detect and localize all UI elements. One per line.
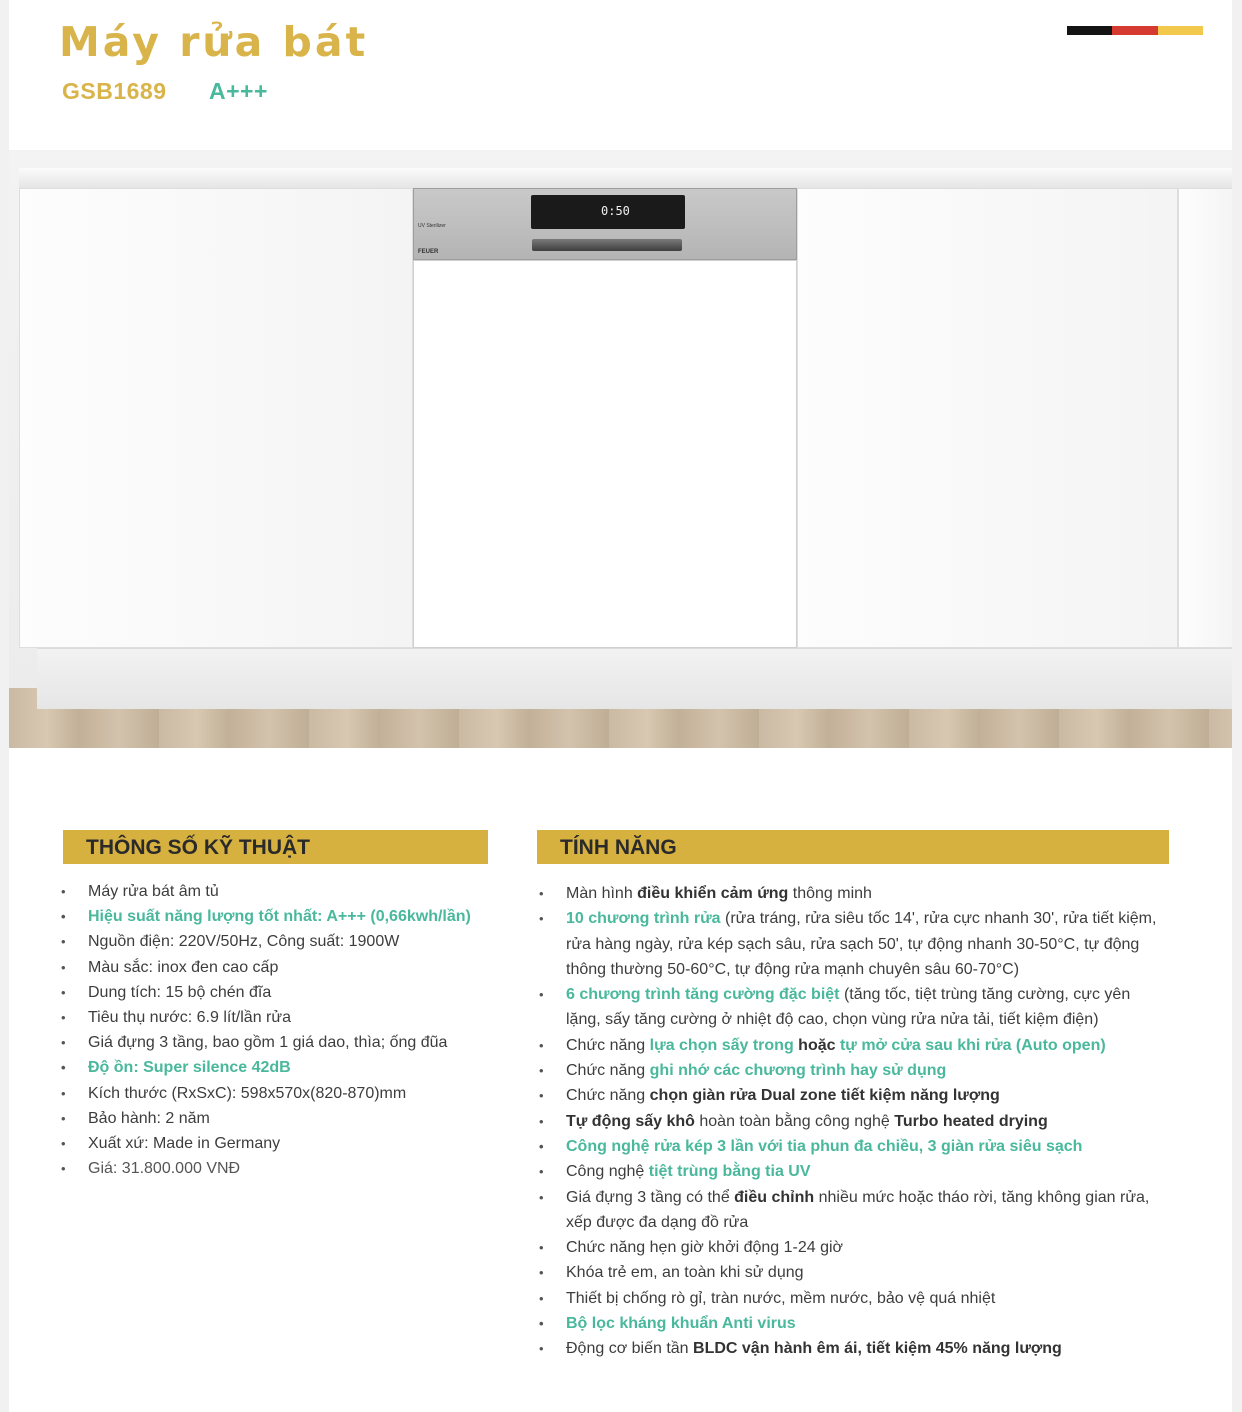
cabinet-left — [19, 188, 413, 648]
spec-item-energy: • Hiệu suất năng lượng tốt nhất: A+++ (0,66kwh/lần) — [61, 904, 501, 929]
spec-item: • Xuất xứ: Made in Germany — [61, 1131, 501, 1156]
flag-stripe-gold — [1158, 26, 1203, 35]
specs-header: THÔNG SỐ KỸ THUẬT — [63, 830, 488, 864]
product-title: Máy rửa bát — [59, 18, 369, 66]
dishwasher-handle — [532, 239, 682, 251]
feature-item: • 10 chương trình rửa (rửa tráng, rửa siêu tốc 14', rửa cực nhanh 30', rửa tiết kiệm, rửa hàng ngày, rửa kép sạch sâu, rửa sạch 50', tự động nhanh 30-50°C, tự động thông thường 50-60°C, tự động rửa mạnh chuyên sâu 60-70°C) — [539, 906, 1169, 982]
feature-item: • Chức năng lựa chọn sấy trong hoặc tự mở cửa sau khi rửa (Auto open) — [539, 1033, 1169, 1058]
feature-item: • Thiết bị chống rò gỉ, tràn nước, mềm nước, bảo vệ quá nhiệt — [539, 1286, 1169, 1311]
feature-item: • Giá đựng 3 tầng có thể điều chỉnh nhiều mức hoặc tháo rời, tăng không gian rửa, xếp được đa dạng đồ rửa — [539, 1185, 1169, 1236]
feature-item: • Chức năng chọn giàn rửa Dual zone tiết kiệm năng lượng — [539, 1083, 1169, 1108]
model-number: GSB1689 — [62, 78, 167, 104]
feature-item: • Công nghệ rửa kép 3 lần với tia phun đa chiều, 3 giàn rửa siêu sạch — [539, 1134, 1169, 1159]
spec-item: • Máy rửa bát âm tủ — [61, 879, 501, 904]
feature-item: • Chức năng hẹn giờ khởi động 1-24 giờ — [539, 1235, 1169, 1260]
feature-item: • 6 chương trình tăng cường đặc biệt (tăng tốc, tiệt trùng tăng cường, cực yên lặng, sấy tăng cường ở nhiệt độ cao, chọn vùng rửa nửa tải, tiết kiệm điện) — [539, 982, 1169, 1033]
spec-item: • Màu sắc: inox đen cao cấp — [61, 955, 501, 980]
spec-item: • Tiêu thụ nước: 6.9 lít/lần rửa — [61, 1005, 501, 1030]
spec-item-price: • Giá: 31.800.000 VNĐ — [61, 1156, 501, 1181]
specs-list — [61, 879, 501, 1181]
spec-item-noise: • Độ ồn: Super silence 42dB — [61, 1055, 501, 1080]
product-photo — [9, 150, 1232, 748]
dishwasher-display — [531, 195, 685, 229]
spec-item: • Dung tích: 15 bộ chén đĩa — [61, 980, 501, 1005]
germany-flag-icon — [1067, 26, 1203, 35]
dishwasher-door — [413, 260, 797, 648]
display-time: 0:50 — [601, 204, 630, 218]
feature-item: • Màn hình điều khiển cảm ứng thông minh — [539, 881, 1169, 906]
feature-item: • Công nghệ tiệt trùng bằng tia UV — [539, 1159, 1169, 1184]
spec-item: • Nguồn điện: 220V/50Hz, Công suất: 1900W — [61, 929, 501, 954]
spec-item: • Bảo hành: 2 năm — [61, 1106, 501, 1131]
feature-item: • Bộ lọc kháng khuẩn Anti virus — [539, 1311, 1169, 1336]
flag-stripe-red — [1112, 26, 1157, 35]
brand-label: FEUER — [418, 249, 439, 255]
flag-stripe-black — [1067, 26, 1112, 35]
cabinet-plinth — [37, 648, 1232, 709]
features-list — [539, 881, 1169, 1362]
feature-item: • Tự động sấy khô hoàn toàn bằng công nghệ Turbo heated drying — [539, 1109, 1169, 1134]
dishwasher-control-panel — [413, 188, 797, 260]
uv-label: UV Sterilizer — [418, 223, 446, 229]
cabinet-right — [797, 188, 1178, 648]
spec-item: • Kích thước (RxSxC): 598x570x(820-870)mm — [61, 1081, 501, 1106]
energy-rating: A+++ — [209, 78, 268, 104]
product-sheet — [9, 0, 1232, 1412]
counter-top — [19, 168, 1232, 189]
feature-item: • Khóa trẻ em, an toàn khi sử dụng — [539, 1260, 1169, 1285]
features-header: TÍNH NĂNG — [537, 830, 1169, 864]
feature-item: • Chức năng ghi nhớ các chương trình hay sử dụng — [539, 1058, 1169, 1083]
spec-item: • Giá đựng 3 tầng, bao gồm 1 giá dao, thìa; ống đũa — [61, 1030, 501, 1055]
cabinet-far-right — [1178, 188, 1232, 648]
feature-item: • Động cơ biến tần BLDC vận hành êm ái, tiết kiệm 45% năng lượng — [539, 1336, 1169, 1361]
